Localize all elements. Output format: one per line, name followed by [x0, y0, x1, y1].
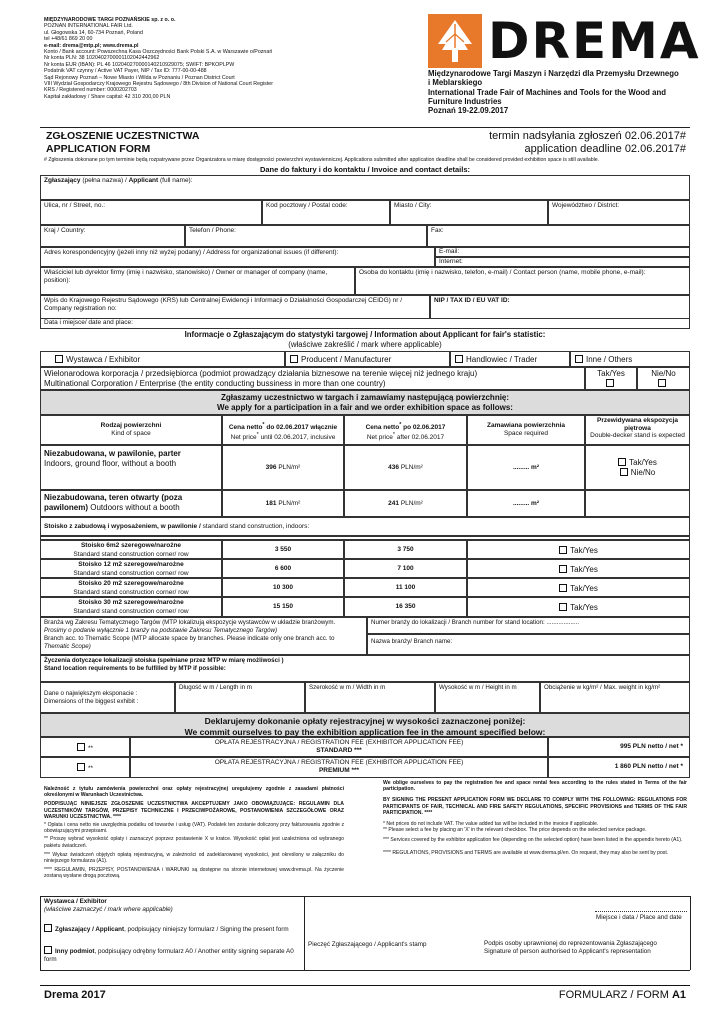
branch-number-input[interactable]: Numer branży do lokalizacji / Branch number for stand location: ................... — [367, 617, 690, 634]
checkbox-icon — [44, 924, 52, 932]
price-outdoor-early: 181 PLN/m² — [222, 490, 344, 517]
stand-20-price-early: 10 300 — [222, 578, 344, 597]
ordered-outdoor-input[interactable]: ......... m² — [467, 490, 585, 517]
fee-standard-price: 995 PLN netto / net * — [548, 737, 690, 757]
phone-field[interactable]: Telefon / Phone: — [185, 225, 427, 247]
ordered-indoor-input[interactable]: ......... m² — [467, 445, 585, 490]
stand-row-30: Stoisko 30 m2 szeregowe/narożne Standard stand construction corner/ row — [40, 597, 222, 617]
exhibit-width-input[interactable]: Szerokość w m / Width in m — [305, 682, 435, 713]
logo-text: DREMA — [488, 12, 701, 70]
branch-description: Branża wg Zakresu Tematycznego Targów (MTP lokalizują ekspozycje wystawców w układzie branżowym. Prosimy o podanie wyłącznie 1 branży na podstawie Zakresu Tematycznego Targów) Branch acc. to Thematic Scope (MTP allocate space by branches. Please indicate only one branch acc. to Thematic Scope) — [40, 617, 367, 655]
stand-30-price-early: 15 150 — [222, 597, 344, 617]
applicant-stamp[interactable]: Pieczęć Zgłaszającego / Applicant's stamp — [308, 941, 427, 948]
col-ordered: Zamawiana powierzchnia Space required — [467, 415, 585, 445]
invoice-header: Dane do faktury i do kontaktu / Invoice and contact details: — [259, 165, 471, 174]
stand-row-12: Stoisko 12 m2 szeregowe/narożne Standard stand construction corner/ row — [40, 559, 222, 578]
stand-6-price-late: 3 750 — [344, 540, 467, 559]
fee-standard-checkbox[interactable]: ** — [40, 737, 130, 757]
checkbox-icon — [77, 743, 85, 751]
fee-standard-label: OPŁATA REJESTRACYJNA / REGISTRATION FEE (EXHIBITOR APPLICATION FEE) STANDARD *** — [130, 737, 548, 757]
option-other-entity[interactable]: Inny podmiot, podpisujący odrębny formularz A0 / Another entity signing separate A0 form — [44, 948, 294, 963]
exhibit-label: Dane o największym eksponacie : Dimensions of the biggest exhibit : — [40, 682, 175, 713]
stand-12-price-early: 6 600 — [222, 559, 344, 578]
stand-row-6: Stoisko 6m2 szeregowe/narożne Standard stand construction corner/ row — [40, 540, 222, 559]
stand-12-choice[interactable]: Tak/Yes — [467, 559, 690, 578]
space-row-outdoor: Niezabudowana, teren otwarty (poza pawilonem) Outdoors without a booth — [40, 490, 222, 517]
terms-right: We oblige ourselves to pay the registration fee and space rental fees according to the rules stated in Terms of the fair participation. BY SIGNING THE PRESENT APPLICATION FORM WE DECLARE TO COMPLY WITH THE FOLLOWING: REGULATIONS FOR PARTICIPANTS OF FAIR, TECHNICAL AND FIRE SAFETY REGULATIONS, SPECIFIC PROVISIONS and TERMS OF THE FAIR PARTICIPATION. **** * Net prices do not include VAT. The value added tax will be included in the invoice if applicable. ** Please select a fee by placing an 'X' in the relevant checkbox. The price depends on the selected service package. *** Services covered by the exhibitor application fee (depending on the selected option) have been listed in the appendix hereto (A1). **** REGULATIONS, PROVISIONS and TERMS are available at www.drema.pl/en. On request, they may also be sent by post. — [383, 780, 687, 856]
price-outdoor-late: 241 PLN/m² — [344, 490, 467, 517]
type-manufacturer[interactable]: Producent / Manufacturer — [285, 351, 450, 367]
street-field[interactable]: Ulica, nr / Street, no.: — [40, 200, 262, 225]
stats-header: Informacje o Zgłaszającym do statystyki targowej / Information about Applicant for fair's statistic: (właściwe zakreślić / mark where applicable) — [184, 330, 546, 349]
stand-header: Stoisko z zabudową i wyposażeniem, w pawilonie / standard stand construction, indoors: — [40, 517, 690, 536]
city-field[interactable]: Miasto / City: — [390, 200, 548, 225]
checkbox-icon — [559, 603, 567, 611]
exhibit-height-input[interactable]: Wysokość w m / Height in m — [435, 682, 540, 713]
checkbox-icon — [77, 763, 85, 771]
applicant-field[interactable]: Zgłaszający (pełna nazwa) / Applicant (full name): — [40, 175, 690, 200]
stand-6-price-early: 3 550 — [222, 540, 344, 559]
col-price-early: Cena netto* do 02.06.2017 włącznie Net price* until 02.06.2017, inclusive — [222, 415, 344, 445]
location-requirements[interactable]: Życzenia dotyczące lokalizacji stoiska (spełniane przez MTP w miarę możliwości ) Stand location requirements to be fulfilled by MTP if possible: — [40, 655, 690, 682]
fee-premium-price: 1 860 PLN netto / net * — [548, 757, 690, 778]
multinational-yes[interactable]: Tak/Yes — [585, 367, 637, 390]
footer-form-id: FORMULARZ / FORM A1 — [558, 989, 686, 1001]
checkbox-icon — [658, 379, 666, 387]
checkbox-icon — [620, 468, 628, 476]
checkbox-icon — [559, 565, 567, 573]
empty-cell — [585, 490, 690, 517]
col-kind: Rodzaj powierzchni Kind of space — [40, 415, 222, 445]
stand-20-choice[interactable]: Tak/Yes — [467, 578, 690, 597]
type-exhibitor[interactable]: Wystawca / Exhibitor — [40, 351, 285, 367]
stand-20-price-late: 11 100 — [344, 578, 467, 597]
authorised-signature[interactable]: Podpis osoby uprawnionej do reprezentowania Zgłaszającego Signature of person authorised to Applicant's representation — [484, 940, 657, 955]
date-place-field[interactable]: Data i miejsce/ date and place: — [40, 319, 690, 329]
checkbox-icon — [55, 355, 63, 363]
exhibit-length-input[interactable]: Długość w m / Length in m — [175, 682, 305, 713]
branch-name-input[interactable]: Nazwa branży/ Branch name: — [367, 634, 690, 655]
tree-logo-icon — [428, 14, 482, 68]
fee-premium-label: OPŁATA REJESTRACYJNA / REGISTRATION FEE (EXHIBITOR APPLICATION FEE) PREMIUM *** — [130, 757, 548, 778]
terms-left: Należność z tytułu zamówienia powierzchni oraz opłaty rejestracyjnej uregulujemy zgodnie z zasadami płatności określonymi w Warunkach Uczestnictwa. PODPISUJĄC NINIEJSZE ZGŁOSZENIE UCZESTNICTWA AKCEPTUJEMY JAKO OBOWIĄZUJĄCE: REGULAMIN DLA UCZESTNIKÓW TARGÓW, PRZEPISY TECHNICZNE I PRZECIWPOŻAROWE, POSTANOWIENIA SZCZEGÓŁOWE ORAZ WARUNKI UCZESTNICTWA. **** * Opłata i cena netto nie uwzględnia podatku od towarów i usług (VAT). Podatek ten zostanie doliczony przy fakturowaniu zgodnie z obowiązującymi przepisami. ** Proszę wybrać wysokość opłaty i zaznaczyć poprzez postawienie X w kratce. Wysokość opłat jest uzależniona od wybranego pakietu świadczeń. *** Wykaz świadczeń objętych opłatą rejestracyjną, w zależności od zadeklarowanej wysokości, jest określony w załączniku do niniejszego formularza (A1). **** REGULAMIN, PRZEPISY, POSTANOWIENIA i WARUNKI są dostępne na stronie internetowej www.drema.pl. Na życzenie zostaną wysłane drogą pocztową. — [44, 786, 344, 880]
exhibitor-choice: Wystawca / Exhibitor (właściwe zaznaczyć / mark where applicable) — [44, 898, 173, 913]
checkbox-icon — [606, 379, 614, 387]
stand-row-20: Stoisko 20 m2 szeregowe/narożne Standard stand construction corner/ row — [40, 578, 222, 597]
stand-12-price-late: 7 100 — [344, 559, 467, 578]
company-name: MIĘDZYNARODOWE TARGI POZNAŃSKIE sp. z o. o. — [44, 17, 176, 23]
checkbox-icon — [618, 458, 626, 466]
space-header: Zgłaszamy uczestnictwo w targach i zamawiamy następującą powierzchnię: We apply for a participation in a fair and we order exhibition space as follows: — [40, 390, 690, 415]
stand-30-choice[interactable]: Tak/Yes — [467, 597, 690, 617]
fee-premium-checkbox[interactable]: ** — [40, 757, 130, 778]
checkbox-icon — [559, 546, 567, 554]
price-indoor-late: 436 PLN/m² — [344, 445, 467, 490]
multinational-no[interactable]: Nie/No — [637, 367, 690, 390]
deadline-note: # Zgłoszenia dokonane po tym terminie będą rozpatrywane przez Organizatora w miarę dostępności powierzchni wystawienniczej. Applications submitted after application deadline shall be considered provided exhibition space is still available. — [44, 157, 600, 163]
col-price-late: Cena netto* po 02.06.2017 Net price* after 02.06.2017 — [344, 415, 467, 445]
company-info: MIĘDZYNARODOWE TARGI POZNAŃSKIE sp. z o. o. POZNAN INTERNATIONAL FAIR Ltd. ul. Głogowska 14, 60-734 Poznań, Poland tel +48/61 869 20 00 e-mail: drema@mtp.pl; www.drema.pl Konto / Bank account: Powszechna Kasa Oszczędności Bank Polski S.A. w Warszawie o/Poznań Nr konta PLN: 38 1020402700001102042442962 Nr konta EUR (IBAN): PL 46 102040270000140210929075; SWIFT: BPKOPLPW Podatnik VAT czynny / Active VAT Payer, NIP / Tax ID: 777-00-00-488 Sąd Rejonowy Poznań – Nowe Miasto i Wilda w Poznaniu / Poznan District Court VIII Wydział Gospodarczy Krajowego Rejestru Sądowego / 8th Division of National Court Register KRS / Registered number: 0000202703 Kapitał zakładowy / Share capital: 42 310 200,00 PLN — [44, 17, 344, 100]
drema-logo — [428, 12, 701, 70]
checkbox-icon — [455, 355, 463, 363]
space-row-indoor: Niezabudowana, w pawilonie, parter Indoors, ground floor, without a booth — [40, 445, 222, 490]
place-date-field[interactable]: Miejsce i data / Place and date — [596, 914, 682, 921]
fax-field[interactable]: Fax: — [427, 225, 690, 247]
option-applicant[interactable]: Zgłaszający / Applicant, podpisujący niniejszy formularz / Signing the present form — [44, 924, 300, 934]
checkbox-icon — [575, 355, 583, 363]
postal-code-field[interactable]: Kod pocztowy / Postal code: — [262, 200, 390, 225]
deadline: termin nadsyłania zgłoszeń 02.06.2017# application deadline 02.06.2017# — [489, 130, 686, 155]
checkbox-icon — [559, 584, 567, 592]
double-decker-choice[interactable]: Tak/Yes Nie/No — [585, 445, 690, 490]
type-others[interactable]: Inne / Others — [570, 351, 690, 367]
checkbox-icon — [290, 355, 298, 363]
krs-field[interactable]: Wpis do Krajowego Rejestru Sądowego (KRS) lub Centralnej Ewidencji i Informacji o Działalności Gospodarczej CEIDG) nr / Company registration no: — [40, 295, 430, 319]
fee-header: Deklarujemy dokonanie opłaty rejestracyjnej w wysokości zaznaczonej poniżej: We commit ourselves to pay the exhibition application fee in the amount specified below: — [40, 713, 690, 737]
form-title: ZGŁOSZENIE UCZESTNICTWA APPLICATION FORM — [46, 130, 200, 155]
checkbox-icon — [44, 946, 52, 954]
col-double: Przewidywana ekspozycja piętrowa Double-decker stand is expected — [585, 415, 690, 445]
correspondence-field[interactable]: Adres korespondencyjny (jeżeli inny niż wyżej podany) / Address for organizational issues (if different): — [40, 247, 435, 267]
fair-title: Międzynarodowe Targi Maszyn i Narzędzi dla Przemysłu Drzewnego i Meblarskiego International Trade Fair of Machines and Tools for the Wood and Furniture Industries Poznań 19-22.09.2017 — [428, 69, 679, 116]
country-field[interactable]: Kraj / Country: — [40, 225, 185, 247]
exhibit-weight-input[interactable]: Obciążenie w kg/m² / Max. weight in kg/m² — [540, 682, 690, 713]
contact-person-field[interactable]: Osoba do kontaktu (imię i nazwisko, telefon, e-mail) / Contact person (name, mobile phone, e-mail): — [355, 267, 690, 295]
email-field[interactable]: E-mail: — [435, 247, 690, 257]
type-trader[interactable]: Handlowiec / Trader — [450, 351, 570, 367]
price-indoor-early: 396 PLN/m² — [222, 445, 344, 490]
stand-30-price-late: 16 350 — [344, 597, 467, 617]
internet-field[interactable]: Internet: — [435, 257, 690, 267]
district-field[interactable]: Województwo / District: — [548, 200, 690, 225]
owner-field[interactable]: Właściciel lub dyrektor firmy (imię i nazwisko, stanowisko) / Owner or manager of company (name, position): — [40, 267, 355, 295]
nip-field[interactable]: NIP / TAX ID / EU VAT ID: — [430, 295, 690, 319]
multinational-label: Wielonarodowa korporacja / przedsiębiorca (podmiot prowadzący działania biznesowe na terenie więcej niż jednego kraju) Multinational Corporation / Enterprise (the entity conducting bussiness in more than one country) — [40, 367, 585, 390]
footer-fair-name: Drema 2017 — [44, 989, 106, 1001]
stand-6-choice[interactable]: Tak/Yes — [467, 540, 690, 559]
